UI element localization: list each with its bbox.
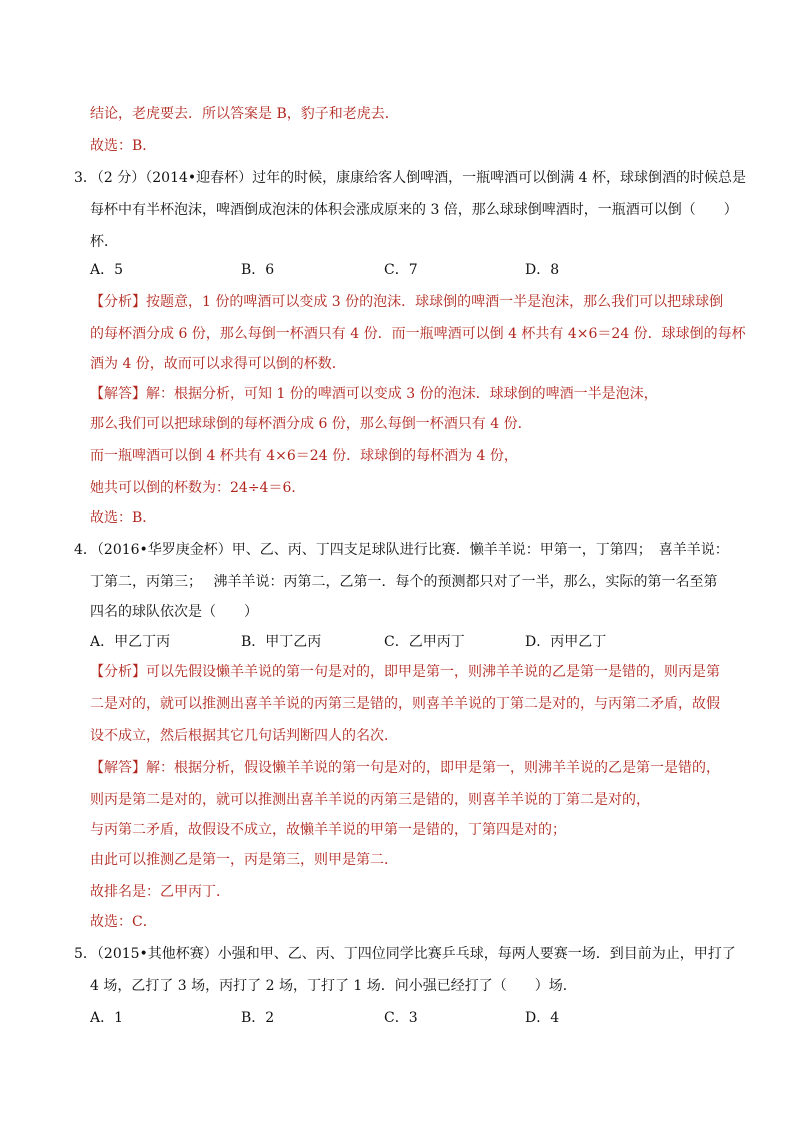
q3-solution-tag: 【解答】: [90, 386, 146, 402]
q4-analysis-line-3: 设不成立，然后根据其它几句话判断四人的名次．: [90, 728, 398, 744]
q4-stem-line-2: 丁第二，丙第三； 沸羊羊说：丙第二，乙第一．每个的预测都只对了一半，那么，实际的第一名至第: [90, 574, 718, 590]
q4-stem-line-3: 四名的球队依次是（ ）: [90, 604, 258, 620]
q4-solution-tag: 【解答】: [90, 760, 146, 776]
q5-option-c: C．3: [384, 1010, 418, 1026]
q3-analysis-line-2: 的每杯酒分成 6 份，那么每倒一杯酒只有 4 份．而一瓶啤酒可以倒 4 杯共有 4×6＝24 份．球球倒的每杯: [90, 326, 746, 342]
q4-solution-line-2: 则丙是第二是对的，就可以推测出喜羊羊说的丙第三是错的，则喜羊羊说的丁第二是对的，: [90, 792, 650, 808]
prev-conclusion: 结论，老虎要去．所以答案是 B，豹子和老虎去．: [90, 106, 399, 122]
q3-analysis-tag: 【分析】: [90, 294, 146, 310]
q3-solution-line-2: 那么我们可以把球球倒的每杯酒分成 6 份，那么每倒一杯酒只有 4 份．: [90, 416, 532, 432]
q3-stem-line-2: 每杯中有半杯泡沫，啤酒倒成泡沫的体积会涨成原来的 3 倍，那么球球倒啤酒时，一瓶酒可以倒（ ）: [90, 202, 738, 218]
q3-solution-text-1: 解：根据分析，可知 1 份的啤酒可以变成 3 份的泡沫．球球倒的啤酒一半是泡沫，: [146, 386, 658, 402]
q5-option-d: D．4: [525, 1010, 560, 1026]
q5-stem-line-1: 5．（2015•其他杯赛）小强和甲、乙、丙、丁四位同学比赛乒乓球，每两人要赛一场．到目前为止，甲打了: [74, 946, 736, 962]
q3-stem-line-1: 3．（2 分）（2014•迎春杯）过年的时候，康康给客人倒啤酒，一瓶啤酒可以倒满 4 杯，球球倒酒的时候总是: [74, 170, 746, 186]
q3-option-b: B．6: [241, 262, 275, 278]
q4-option-b: B．甲丁乙丙: [241, 634, 322, 650]
q3-option-d: D．8: [525, 262, 560, 278]
q5-option-a: A．1: [90, 1010, 124, 1026]
q4-solution-line-4: 由此可以推测乙是第一，丙是第三，则甲是第二．: [90, 852, 398, 868]
q4-analysis-line-1: [90, 662, 720, 682]
q4-analysis-tag: 【分析】: [90, 664, 146, 680]
q3-option-a: A．5: [90, 262, 124, 278]
q4-analysis-line-2: 二是对的，就可以推测出喜羊羊说的丙第三是错的，则喜羊羊说的丁第二是对的，与丙第二矛盾，故假: [90, 696, 720, 712]
prev-choice: 故选：B．: [90, 138, 157, 154]
q3-analysis-line-3: 酒为 4 份，故而可以求得可以倒的杯数．: [90, 356, 346, 372]
q4-option-c: C．乙甲丙丁: [384, 634, 465, 650]
q4-option-d: D．丙甲乙丁: [525, 634, 607, 650]
q4-solution-line-5: 故排名是：乙甲丙丁．: [90, 884, 230, 900]
q4-stem-line-1: 4．（2016•华罗庚金杯）甲、乙、丙、丁四支足球队进行比赛．懒羊羊说：甲第一，丁第四； 喜羊羊说：: [74, 542, 729, 558]
q3-option-c: C．7: [384, 262, 418, 278]
q3-solution-line-4: 她共可以倒的杯数为：24÷4＝6．: [90, 480, 306, 496]
q3-analysis-line-1: [90, 292, 723, 312]
q3-stem-line-3: 杯．: [90, 234, 118, 250]
q5-option-b: B．2: [241, 1010, 275, 1026]
q4-choice: 故选：C．: [90, 914, 157, 930]
q4-solution-line-1: [90, 758, 720, 778]
q4-analysis-text-1: 可以先假设懒羊羊说的第一句是对的，即甲是第一，则沸羊羊说的乙是第一是错的，则丙是第: [146, 664, 720, 680]
q3-solution-line-3: 而一瓶啤酒可以倒 4 杯共有 4×6＝24 份．球球倒的每杯酒为 4 份，: [90, 448, 518, 464]
q3-choice: 故选：B．: [90, 510, 157, 526]
q5-stem-line-2: 4 场，乙打了 3 场，丙打了 2 场，丁打了 1 场．问小强已经打了（ ）场．: [90, 978, 577, 994]
q3-analysis-text-1: 按题意，1 份的啤酒可以变成 3 份的泡沫．球球倒的啤酒一半是泡沫，那么我们可以把球球倒: [146, 294, 724, 310]
q4-solution-text-1: 解：根据分析，假设懒羊羊说的第一句是对的，即甲是第一，则沸羊羊说的乙是第一是错的，: [146, 760, 720, 776]
q4-solution-line-3: 与丙第二矛盾，故假设不成立，故懒羊羊说的甲第一是错的，丁第四是对的；: [90, 822, 566, 838]
q3-solution-line-1: [90, 384, 658, 404]
q4-option-a: A．甲乙丁丙: [90, 634, 171, 650]
